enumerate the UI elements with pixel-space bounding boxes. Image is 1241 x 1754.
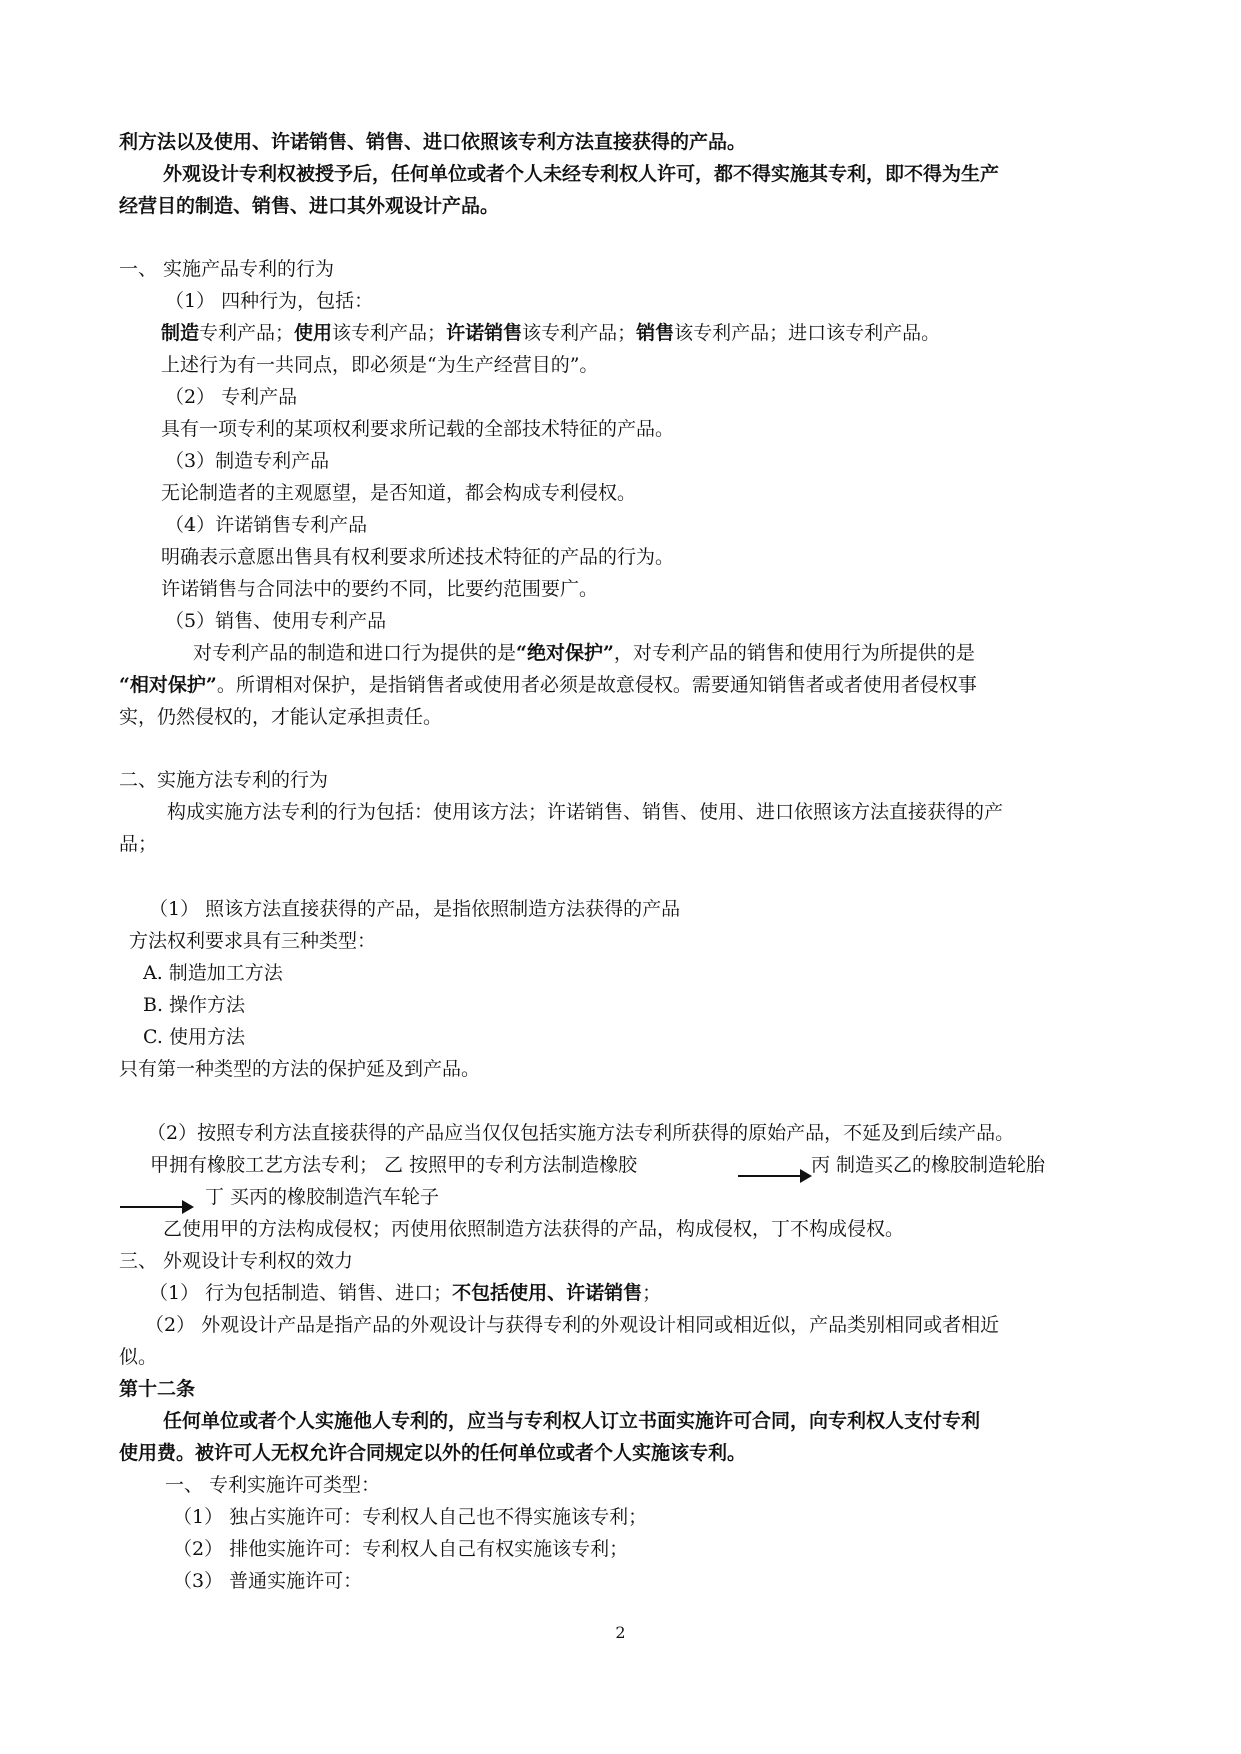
text-line xyxy=(165,1473,380,1497)
text-segment: （2） 专利产品 xyxy=(165,386,298,408)
text-segment: ； xyxy=(642,1282,662,1304)
text-segment: C. 使用方法 xyxy=(143,1026,245,1048)
text-segment: 该专利产品；进口该专利产品。 xyxy=(674,322,941,344)
text-segment: （2） 排他实施许可：专利权人自己有权实施该专利； xyxy=(173,1538,629,1560)
text-line xyxy=(161,545,674,569)
text-segment: 该专利产品； xyxy=(332,322,447,344)
text-line xyxy=(143,1025,245,1049)
text-segment: （1） 四种行为，包括： xyxy=(165,290,374,312)
text-line xyxy=(119,1441,746,1465)
text-segment: （3）制造专利产品 xyxy=(165,450,330,472)
text-segment: （1） 行为包括制造、销售、进口； xyxy=(149,1282,453,1304)
bold-text: 经营目的制造、销售、进口其外观设计产品。 xyxy=(119,195,500,217)
arrow-1-icon xyxy=(738,1175,810,1177)
text-segment: A. 制造加工方法 xyxy=(143,962,283,984)
bold-text: 使用费。被许可人无权允许合同规定以外的任何单位或者个人实施该专利。 xyxy=(119,1442,747,1464)
bold-text: “相对保护” xyxy=(119,674,217,696)
text-line xyxy=(811,1153,1045,1177)
text-line xyxy=(165,385,297,409)
text-line xyxy=(167,800,1003,824)
text-line xyxy=(161,353,598,377)
text-segment: 构成实施方法专利的行为包括：使用该方法；许诺销售、销售、使用、进口依照该方法直接获得的产 xyxy=(167,801,1004,823)
text-segment: 丙 制造买乙的橡胶制造轮胎 xyxy=(811,1154,1046,1176)
text-line xyxy=(161,417,674,441)
text-line xyxy=(205,1185,439,1209)
text-segment: 许诺销售与合同法中的要约不同，比要约范围要广。 xyxy=(161,578,599,600)
bold-text: 制造 xyxy=(161,322,200,344)
text-segment: 一、 实施产品专利的行为 xyxy=(119,258,335,280)
text-line xyxy=(143,993,245,1017)
text-segment: ，对专利产品的销售和使用行为所提供的是 xyxy=(613,642,975,664)
text-segment: 对专利产品的制造和进口行为提供的是 xyxy=(193,642,517,664)
text-line xyxy=(165,513,367,537)
bold-text: 外观设计专利权被授予后，任何单位或者个人未经专利权人许可，都不得实施其专利，即不得为生产 xyxy=(163,163,1000,185)
text-line xyxy=(161,577,598,601)
text-segment: 乙使用甲的方法构成侵权；丙使用依照制造方法获得的产品，构成侵权，丁不构成侵权。 xyxy=(163,1218,905,1240)
bold-text: 任何单位或者个人实施他人专利的，应当与专利权人订立书面实施许可合同，向专利权人支付专利 xyxy=(163,1410,981,1432)
text-segment: 丁 买丙的橡胶制造汽车轮子 xyxy=(205,1186,440,1208)
text-segment: 品； xyxy=(119,833,158,855)
text-line xyxy=(149,1281,661,1305)
text-line xyxy=(119,673,977,697)
text-line xyxy=(173,1569,362,1593)
text-line xyxy=(163,1217,904,1241)
text-line xyxy=(173,1537,628,1561)
text-segment: 该专利产品； xyxy=(522,322,637,344)
bold-text: 第十二条 xyxy=(119,1378,196,1400)
text-line xyxy=(129,929,376,953)
bold-text: 许诺销售 xyxy=(446,322,523,344)
text-segment: 实，仍然侵权的，才能认定承担责任。 xyxy=(119,706,443,728)
text-segment: 只有第一种类型的方法的保护延及到产品。 xyxy=(119,1058,481,1080)
page-number: 2 xyxy=(615,1623,626,1642)
text-segment: 上述行为有一共同点，即必须是“为生产经营目的”。 xyxy=(161,354,599,376)
text-segment: 明确表示意愿出售具有权利要求所述技术特征的产品的行为。 xyxy=(161,546,675,568)
text-line xyxy=(143,961,283,985)
text-line xyxy=(119,768,328,792)
text-line xyxy=(163,162,999,186)
text-line xyxy=(119,832,157,856)
text-segment: 。所谓相对保护，是指销售者或使用者必须是故意侵权。需要通知销售者或者使用者侵权事 xyxy=(216,674,977,696)
text-line xyxy=(163,1409,980,1433)
text-segment: （5）销售、使用专利产品 xyxy=(165,610,387,632)
text-segment: 似。 xyxy=(119,1346,158,1368)
text-segment: 甲拥有橡胶工艺方法专利； 乙 按照甲的专利方法制造橡胶 xyxy=(150,1154,638,1176)
text-segment: （2）按照专利方法直接获得的产品应当仅仅包括实施方法专利所获得的原始产品，不延及到后续产品。 xyxy=(147,1122,1015,1144)
bold-text: 使用 xyxy=(294,322,333,344)
text-segment: （1） 照该方法直接获得的产品，是指依照制造方法获得的产品 xyxy=(149,898,681,920)
text-line xyxy=(147,1121,1014,1145)
text-line xyxy=(193,641,975,665)
text-segment: 专利产品； xyxy=(199,322,295,344)
text-line xyxy=(165,289,373,313)
bold-text: 利方法以及使用、许诺销售、销售、进口依照该专利方法直接获得的产品。 xyxy=(119,131,747,153)
text-segment: 具有一项专利的某项权利要求所记载的全部技术特征的产品。 xyxy=(161,418,675,440)
bold-text: “绝对保护” xyxy=(516,642,614,664)
text-segment: 二、实施方法专利的行为 xyxy=(119,769,329,791)
text-line xyxy=(119,194,499,218)
text-segment: 三、 外观设计专利权的效力 xyxy=(119,1250,354,1272)
text-line xyxy=(119,1057,480,1081)
text-line xyxy=(119,257,334,281)
text-line xyxy=(150,1153,637,1177)
text-line xyxy=(119,1377,195,1401)
text-line xyxy=(119,1345,157,1369)
text-segment: 一、 专利实施许可类型： xyxy=(165,1474,381,1496)
bold-text: 不包括使用、许诺销售 xyxy=(452,1282,643,1304)
text-segment: （1） 独占实施许可：专利权人自己也不得实施该专利； xyxy=(173,1506,648,1528)
text-line xyxy=(165,449,329,473)
text-line xyxy=(161,321,940,345)
text-line xyxy=(165,609,386,633)
text-line xyxy=(161,481,636,505)
arrow-2-icon xyxy=(120,1206,192,1208)
text-segment: （3） 普通实施许可： xyxy=(173,1570,363,1592)
text-line xyxy=(145,1313,999,1337)
text-segment: 方法权利要求具有三种类型： xyxy=(129,930,377,952)
text-segment: B. 操作方法 xyxy=(143,994,246,1016)
text-line xyxy=(149,897,680,921)
text-segment: （4）许诺销售专利产品 xyxy=(165,514,368,536)
text-segment: （2） 外观设计产品是指产品的外观设计与获得专利的外观设计相同或相近似，产品类别相同或者相近 xyxy=(145,1314,1000,1336)
bold-text: 销售 xyxy=(636,322,675,344)
text-line xyxy=(119,1249,353,1273)
text-line xyxy=(119,130,746,154)
text-segment: 无论制造者的主观愿望，是否知道，都会构成专利侵权。 xyxy=(161,482,637,504)
text-line xyxy=(173,1505,647,1529)
text-line xyxy=(119,705,442,729)
